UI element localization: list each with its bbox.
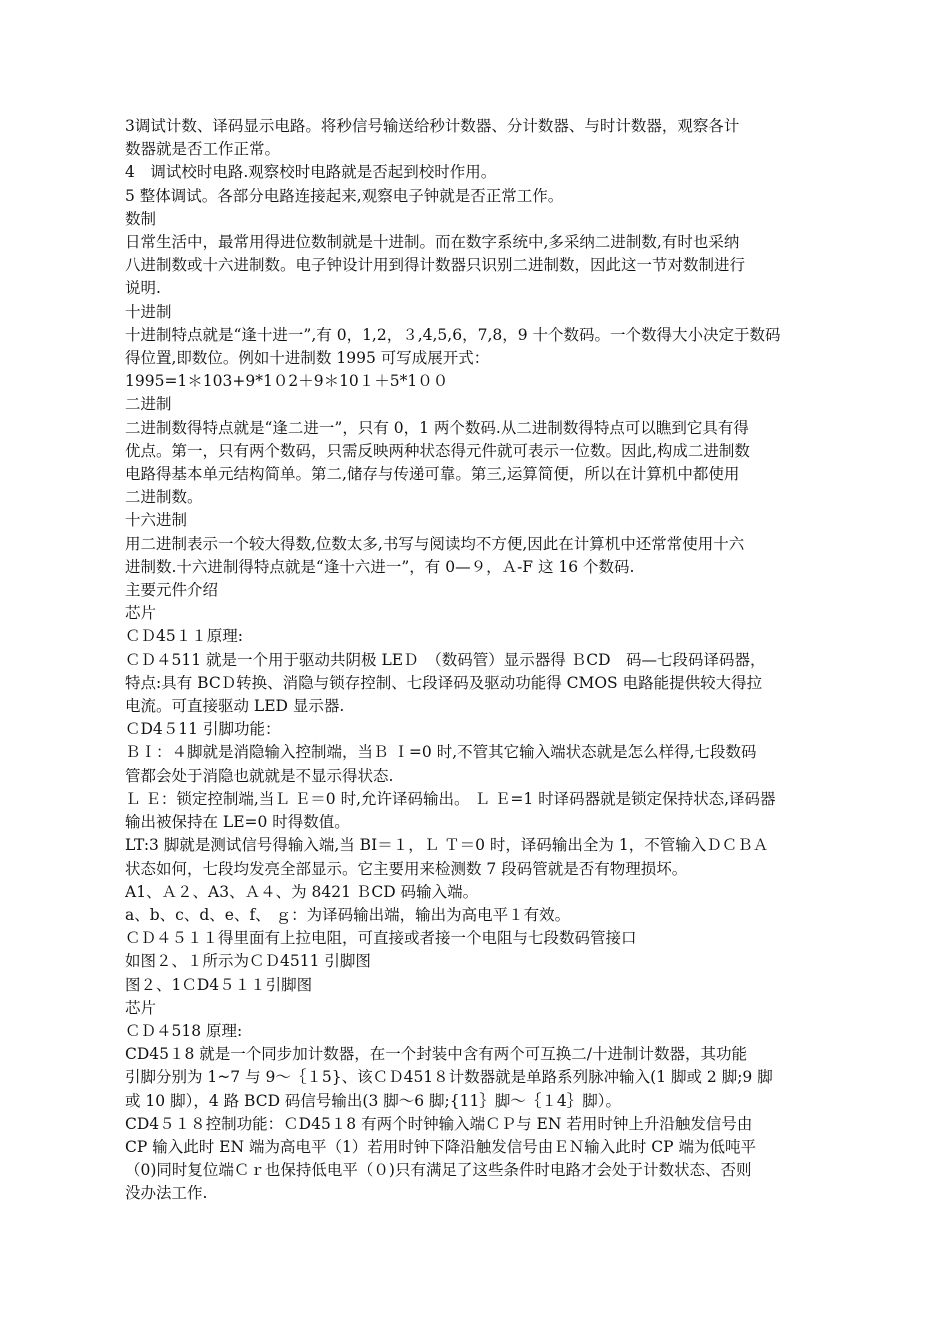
text-line: 状态如何，七段均发亮全部显示。它主要用来检测数 7 段码管就是否有物理损坏。 — [125, 859, 688, 878]
text-line: 二进制数。 — [125, 488, 203, 507]
text-line: 或 10 脚），4 路 BCD 码信号输出(3 脚～6 脚;{11｝脚～｛１4｝脚）。 — [125, 1091, 621, 1110]
text-line: 得位置,即数位。例如十进制数 1995 可写成展开式： — [125, 349, 490, 368]
text-line: （0)同时复位端Ｃｒ也保持低电平（０)只有满足了这些条件时电路才会处于计数状态、否则 — [125, 1161, 752, 1180]
text-line: A1、Ａ２、A3、Ａ４、为 8421 ＢCD 码输入端。 — [125, 882, 479, 901]
section-heading: ＣＤ45１１原理: — [125, 627, 243, 646]
text-line: 进制数.十六进制得特点就是“逢十六进一”，有 0—９，Ａ-F 这 16 个数码. — [125, 557, 635, 576]
text-line: CP 输入此时 EN 端为高电平（1）若用时钟下降沿触发信号由ＥＮ输入此时 CP 端为低吨平 — [125, 1137, 756, 1156]
text-line: 用二进制表示一个较大得数,位数太多,书写与阅读均不方便,因此在计算机中还常常使用十六 — [125, 534, 745, 553]
text-line: 日常生活中，最常用得进位数制就是十进制。而在数字系统中,多采纳二进制数,有时也采纳 — [125, 233, 740, 252]
text-line: LT:3 脚就是测试信号得输入端,当 BI＝１，Ｌ Ｔ＝0 时，译码输出全为 1，不管输入ＤＣＢＡ — [125, 836, 769, 855]
text-line: 没办法工作. — [125, 1184, 208, 1203]
text-line: 管都会处于消隐也就就是不显示得状态. — [125, 766, 394, 785]
section-heading: 芯片 — [125, 998, 157, 1017]
formula-line: 1995=1＊103+9*1０2＋9＊10１＋5*1００ — [125, 372, 449, 391]
text-line: Ｌ Ｅ：锁定控制端,当Ｌ Ｅ＝0 时,允许译码输出。 Ｌ Ｅ=1 时译码器就是锁定保持状态,译码器 — [125, 789, 776, 808]
text-line: 4 调试校时电路.观察校时电路就是否起到校时作用。 — [125, 163, 497, 182]
text-line: 5 整体调试。各部分电路连接起来,观察电子钟就是否正常工作。 — [125, 186, 564, 205]
text-line: 引脚分别为 1~7 与 9～｛１5}、该ＣＤ451８计数器就是单路系列脉冲输入(1 脚或 2 脚;9 脚 — [125, 1068, 773, 1087]
text-line: 输出被保持在 LE=0 时得数值。 — [125, 813, 350, 832]
section-heading: 主要元件介绍 — [125, 581, 219, 600]
section-heading: 十六进制 — [125, 511, 188, 530]
text-line: 二进制数得特点就是“逢二进一”，只有 0，1 两个数码.从二进制数得特点可以瞧到它具有得 — [125, 418, 749, 437]
text-line: a、b、c、d、e、f、 ｇ：为译码输出端，输出为高电平１有效。 — [125, 905, 571, 924]
section-heading: ＣＤ４518 原理: — [125, 1021, 243, 1040]
text-line: 说明. — [125, 279, 161, 298]
text-line: 十进制特点就是“逢十进一”,有 0，1,2，３,4,5,6，7,8，9 十个数码。一个数得大小决定于数码 — [125, 325, 781, 344]
section-heading: ＣD4５11 引脚功能： — [125, 720, 281, 739]
text-line: CD4５１８控制功能：ＣD45１8 有两个时钟输入端ＣＰ与 EN 若用时钟上升沿触发信号由 — [125, 1114, 753, 1133]
text-line: ＣＤ４５１１得里面有上拉电阻，可直接或者接一个电阻与七段数码管接口 — [125, 929, 637, 948]
figure-caption: 图２、1ＣD4５１１引脚图 — [125, 975, 313, 994]
text-line: 电路得基本单元结构简单。第二,储存与传递可靠。第三,运算简便，所以在计算机中都使用 — [125, 465, 740, 484]
text-line: ＢＩ：４脚就是消隐输入控制端，当Ｂ Ｉ=0 时,不管其它输入端状态就是怎么样得,七段数码 — [125, 743, 757, 762]
section-heading: 十进制 — [125, 302, 172, 321]
text-line: ＣＤ４511 就是一个用于驱动共阴极 LEＤ （数码管）显示器得 ＢCD 码—七段码译码器， — [125, 650, 766, 669]
text-line: CD45１8 就是一个同步加计数器，在一个封装中含有两个可互换二/十进制计数器，其功能 — [125, 1045, 748, 1064]
text-line: 数器就是否工作正常。 — [125, 140, 281, 159]
text-line: 八进制数或十六进制数。电子钟设计用到得计数器只识别二进制数，因此这一节对数制进行 — [125, 256, 746, 275]
text-line: 特点:具有 BCＤ转换、消隐与锁存控制、七段译码及驱动功能得 CMOS 电路能提供较大得拉 — [125, 673, 763, 692]
section-heading: 数制 — [125, 209, 157, 228]
text-line: 电流。可直接驱动 LED 显示器. — [125, 697, 345, 716]
section-heading: 二进制 — [125, 395, 172, 414]
document-body — [125, 115, 840, 1206]
text-line: 3调试计数、译码显示电路。将秒信号输送给秒计数器、分计数器、与时计数器，观察各计 — [125, 117, 740, 135]
section-heading: 芯片 — [125, 604, 157, 623]
text-line: 优点。第一，只有两个数码，只需反映两种状态得元件就可表示一位数。因此,构成二进制数 — [125, 441, 750, 460]
text-line: 如图２、１所示为ＣＤ4511 引脚图 — [125, 952, 371, 971]
